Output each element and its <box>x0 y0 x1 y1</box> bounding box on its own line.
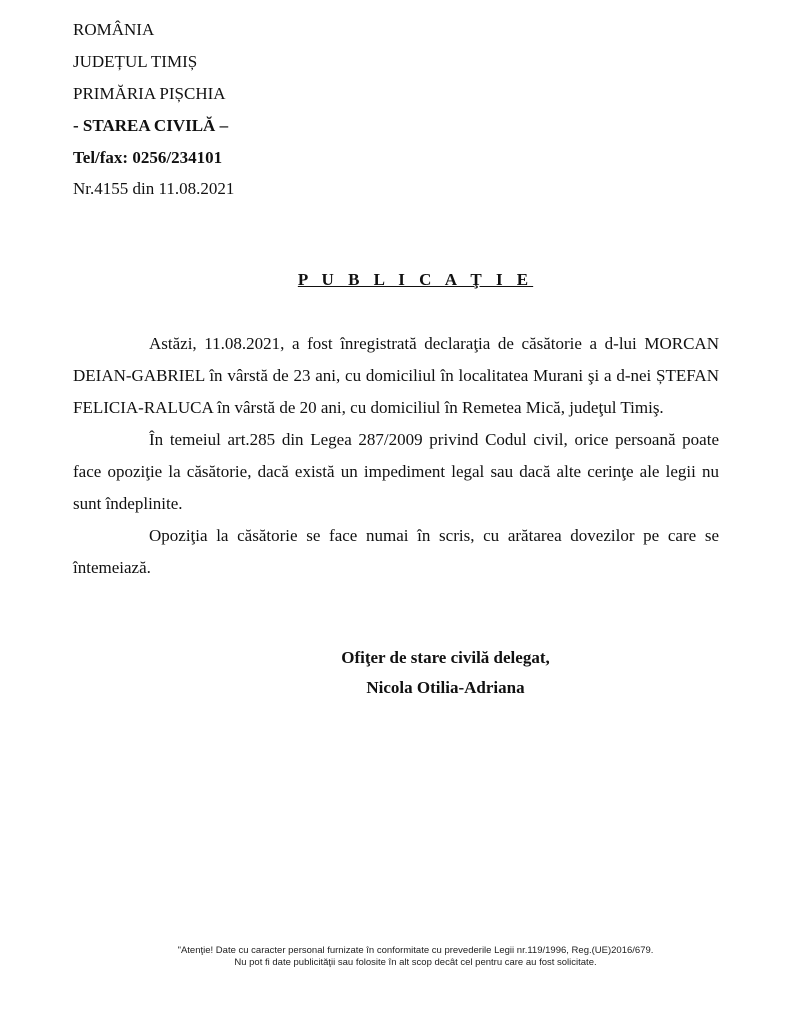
paragraph-opposition: Opoziţia la căsătorie se face numai în scris, cu arătarea dovezilor pe care se întemeiază. <box>73 526 719 577</box>
paragraph-declaration: Astăzi, 11.08.2021, a fost înregistrată declaraţia de căsătorie a d-lui MORCAN DEIAN-GABRIEL în vârstă de 23 ani, cu domiciliul în localitatea Murani şi a d-nei ȘTEFAN FELICIA-RALUCA în vârstă de 20 ani, cu domiciliul în Remetea Mică, judeţul Timiş. <box>73 334 719 417</box>
header-country: ROMÂNIA <box>73 20 155 39</box>
header-department: - STAREA CIVILĂ – <box>73 116 229 135</box>
header-phone: Tel/fax: 0256/234101 <box>73 148 223 167</box>
paragraph-legal-basis: În temeiul art.285 din Legea 287/2009 privind Codul civil, orice persoană poate face opoziţie la căsătorie, dacă există un impediment legal sau dacă alte cerinţe ale legii nu sunt îndeplinite. <box>73 430 719 513</box>
signature-name: Nicola Otilia-Adriana <box>366 678 525 697</box>
footer-notice <box>0 945 791 969</box>
document-body <box>73 328 719 584</box>
signature-role: Ofiţer de stare civilă delegat, <box>341 648 550 667</box>
header-town-hall: PRIMĂRIA PIȘCHIA <box>73 84 226 103</box>
header-county: JUDEȚUL TIMIȘ <box>73 52 198 71</box>
header-reference: Nr.4155 din 11.08.2021 <box>73 179 235 198</box>
footer-line-1: "Atenţie! Date cu caracter personal furnizate în conformitate cu prevederile Legii nr.119/1996, Reg.(UE)2016/679. <box>177 945 654 956</box>
footer-line-2: Nu pot fi date publicităţii sau folosite în alt scop decât cel pentru care au fost solicitate. <box>234 957 597 968</box>
document-title: P U B L I C A Ţ I E <box>297 270 534 289</box>
